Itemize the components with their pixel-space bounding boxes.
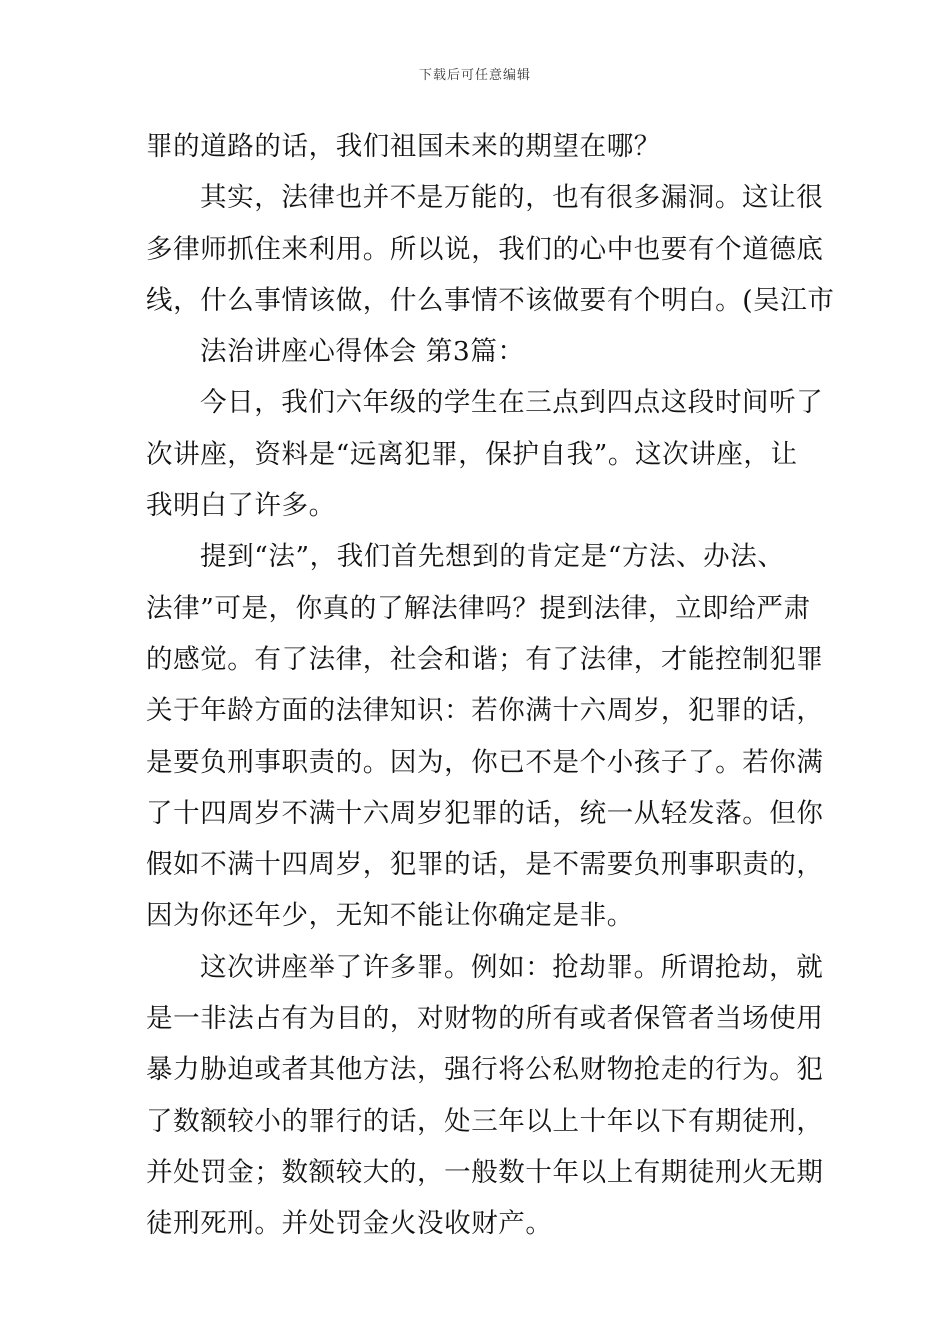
text-line: 徒刑死刑。并处罚金火没收财产。 <box>146 1208 553 1240</box>
text-line: 的感觉。有了法律，社会和谐；有了法律，才能控制犯罪 <box>146 643 824 675</box>
text-line: 了数额较小的罪行的话，处三年以上十年以下有期徒刑， <box>146 1105 824 1137</box>
text-line: 并处罚金；数额较大的，一般数十年以上有期徒刑火无期 <box>146 1156 824 1188</box>
text-line: 关于年龄方面的法律知识：若你满十六周岁，犯罪的话， <box>146 695 824 727</box>
text-line: 是要负刑事职责的。因为，你已不是个小孩子了。若你满 <box>146 746 824 778</box>
text-line: 其实，法律也并不是万能的，也有很多漏洞。这让很 <box>200 182 824 214</box>
text-line: 了十四周岁不满十六周岁犯罪的话，统一从轻发落。但你 <box>146 797 824 829</box>
text-line: 多律师抓住来利用。所以说，我们的心中也要有个道德底 <box>146 233 824 265</box>
text-line: 暴力胁迫或者其他方法，强行将公私财物抢走的行为。犯 <box>146 1054 824 1086</box>
text-line: 因为你还年少，无知不能让你确定是非。 <box>146 900 634 932</box>
text-line: 次讲座，资料是“远离犯罪，保护自我”。这次讲座，让 <box>146 438 798 470</box>
text-line: 我明白了许多。 <box>146 490 336 522</box>
section-heading: 法治讲座心得体会 第3篇： <box>200 336 525 368</box>
text-line: 提到“法”，我们首先想到的肯定是“方法、办法、 <box>200 541 785 573</box>
page-header: 下载后可任意编辑 <box>418 68 531 83</box>
text-line: 罪的道路的话，我们祖国未来的期望在哪？ <box>146 131 661 162</box>
text-line: 法律”可是，你真的了解法律吗？提到法律，立即给严肃 <box>146 592 811 624</box>
document-body <box>146 127 835 1256</box>
text-line: 这次讲座举了许多罪。例如：抢劫罪。所谓抢劫，就 <box>200 951 824 983</box>
text-line: 今日，我们六年级的学生在三点到四点这段时间听了 <box>200 387 824 419</box>
text-line: 假如不满十四周岁，犯罪的话，是不需要负刑事职责的， <box>146 849 824 881</box>
text-line: 是一非法占有为目的，对财物的所有或者保管者当场使用 <box>146 1003 824 1035</box>
text-line: 线，什么事情该做，什么事情不该做要有个明白。(吴江市 <box>146 284 835 316</box>
